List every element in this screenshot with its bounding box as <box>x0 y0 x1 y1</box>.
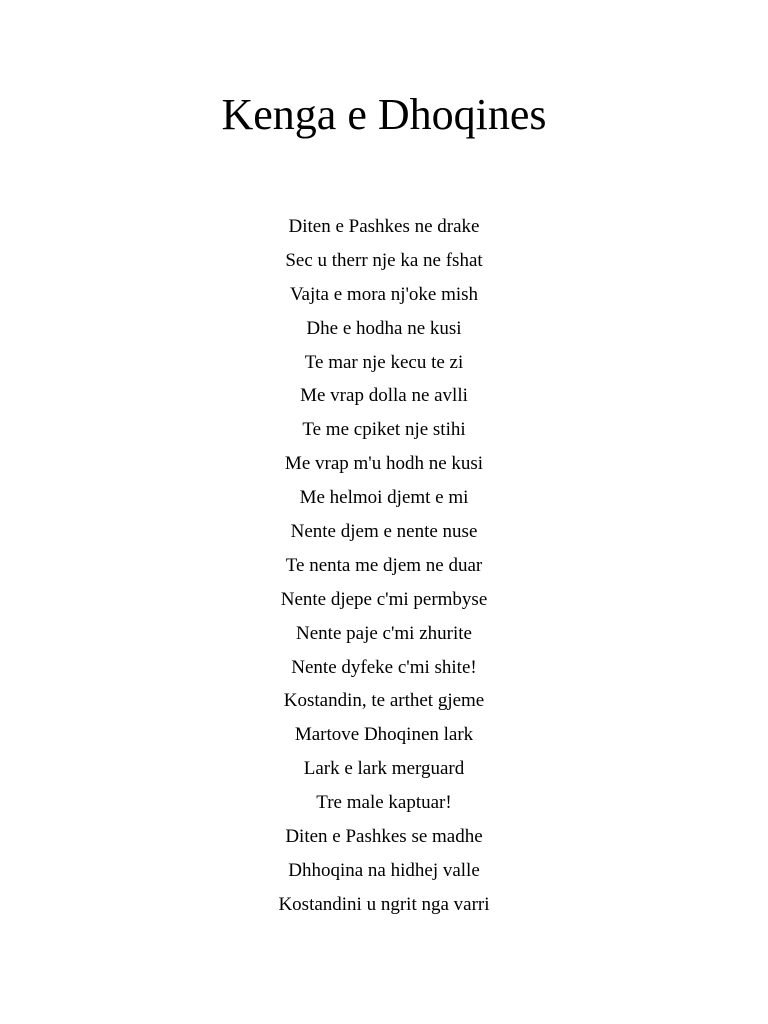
poem-line: Martove Dhoqinen lark <box>294 724 474 746</box>
poem-line: Diten e Pashkes ne drake <box>288 216 480 237</box>
poem-line: Me vrap m'u hodh ne kusi <box>284 453 484 475</box>
poem-line: Nente djepe c'mi permbyse <box>280 588 488 610</box>
poem-line: Lark e lark merguard <box>303 758 465 780</box>
poem-line: Te nenta me djem ne duar <box>285 554 483 576</box>
page-title: Kenga e Dhoqines <box>221 90 547 139</box>
poem-line: Tre male kaptuar! <box>316 792 452 814</box>
poem-line: Dhhoqina na hidhej valle <box>288 859 480 881</box>
poem-line: Nente paje c'mi zhurite <box>296 622 472 644</box>
poem-body <box>0 212 768 924</box>
poem-line: Nente djem e nente nuse <box>290 521 478 543</box>
poem-line: Dhe e hodha ne kusi <box>306 317 462 339</box>
poem-line: Diten e Pashkes se madhe <box>285 826 483 848</box>
poem-line: Vajta e mora nj'oke mish <box>289 283 479 305</box>
poem-line: Kostandin, te arthet gjeme <box>283 690 485 712</box>
poem-line: Nente dyfeke c'mi shite! <box>291 656 477 678</box>
poem-line: Me vrap dolla ne avlli <box>300 385 468 407</box>
poem-line: Te mar nje kecu te zi <box>304 351 464 373</box>
poem-line: Te me cpiket nje stihi <box>302 419 466 441</box>
poem-line: Kostandini u ngrit nga varri <box>278 893 490 915</box>
poem-line: Sec u therr nje ka ne fshat <box>285 249 483 271</box>
poem-line: Me helmoi djemt e mi <box>299 487 469 509</box>
